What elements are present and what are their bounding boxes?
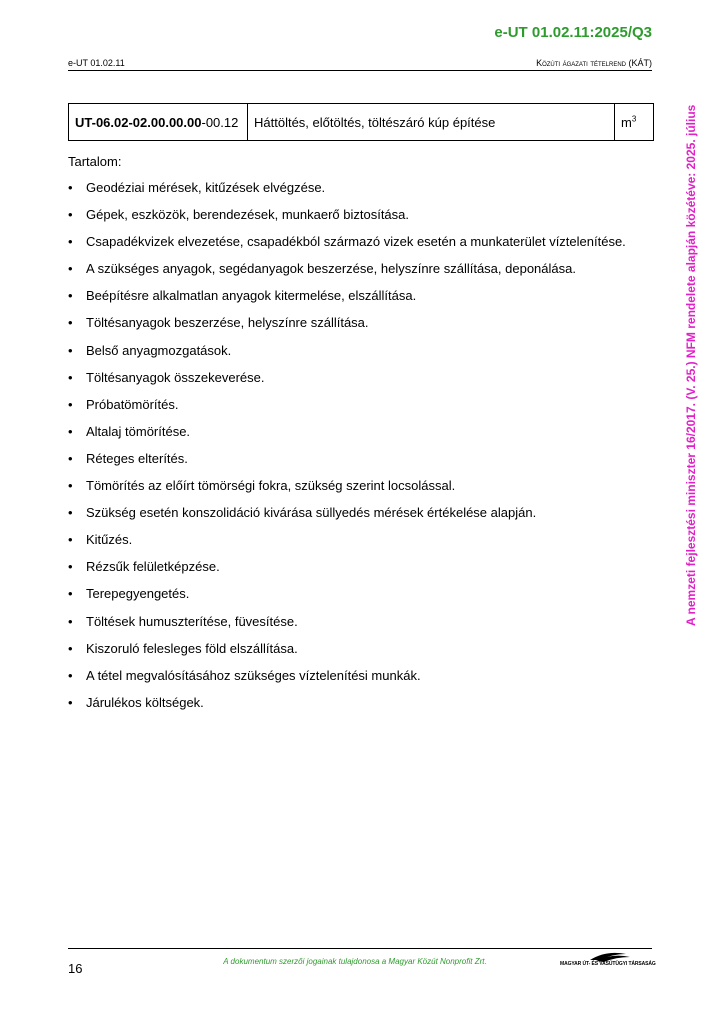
bullet-icon: • (68, 207, 73, 223)
bullet-icon: • (68, 505, 73, 521)
bullet-icon: • (68, 640, 73, 656)
list-item (68, 397, 626, 424)
list-item (68, 315, 626, 342)
item-title: Háttöltés, előtöltés, töltészáró kúp építése (254, 114, 496, 130)
list-item-text: Kiszoruló felesleges föld elszállítása. (86, 640, 298, 656)
list-item (68, 695, 626, 722)
bullet-icon: • (68, 586, 73, 602)
list-item-text: A szükséges anyagok, segédanyagok beszerzése, helyszínre szállítása, deponálása. (86, 261, 576, 277)
bullet-icon: • (68, 450, 73, 466)
list-item (68, 370, 626, 397)
bullet-icon: • (68, 369, 73, 385)
list-item (68, 614, 626, 641)
list-item (68, 207, 626, 234)
item-code-suffix: -00.12 (201, 114, 239, 130)
list-item-text: Terepegyengetés. (86, 586, 190, 602)
list-item-text: Töltések humuszterítése, füvesítése. (86, 613, 298, 629)
list-item-text: Járulékos költségek. (86, 694, 204, 710)
copyright-note: A dokumentum szerzői jogainak tulajdonosa a Magyar Közút Nonprofit Zrt. (223, 957, 487, 966)
bullet-icon: • (68, 667, 73, 683)
list-item-text: Próbatömörítés. (86, 396, 179, 412)
item-row (69, 104, 654, 141)
header-right-title: Közúti ágazati tételrend (KÁT) (536, 58, 652, 68)
side-publication-note: A nemzeti fejlesztési miniszter 16/2017. (V. 25.) NFM rendelete alapján közétéve: 2025. július (684, 104, 698, 626)
list-item (68, 559, 626, 586)
list-item (68, 234, 626, 261)
bullet-icon: • (68, 288, 73, 304)
bullet-icon: • (68, 478, 73, 494)
list-item-text: Gépek, eszközök, berendezések, munkaerő biztosítása. (86, 207, 410, 223)
item-table (68, 103, 654, 141)
list-item (68, 532, 626, 559)
list-item (68, 424, 626, 451)
bullet-icon: • (68, 342, 73, 358)
item-title-cell (248, 104, 615, 141)
list-item (68, 180, 626, 207)
list-item-text: Csapadékvizek elvezetése, csapadékból származó vizek esetén a munkaterület víztelenítése. (86, 234, 626, 250)
bullet-icon: • (68, 234, 73, 250)
header-left-code: e-UT 01.02.11 (68, 58, 125, 68)
list-item-text: Réteges elterítés. (86, 450, 188, 466)
list-item-text: Szükség esetén konszolidáció kivárása süllyedés mérések értékelése alapján. (86, 505, 537, 521)
list-item (68, 478, 626, 505)
bullet-icon: • (68, 180, 73, 195)
bullet-icon: • (68, 559, 73, 575)
list-item (68, 668, 626, 695)
unit-exponent: 3 (631, 114, 637, 124)
list-item-text: Geodéziai mérések, kitűzések elvégzése. (86, 180, 326, 195)
bullet-icon: • (68, 694, 73, 710)
header-divider (68, 70, 652, 71)
list-item (68, 586, 626, 613)
list-item (68, 451, 626, 478)
contents-list (68, 180, 626, 722)
list-item-text: Kitűzés. (86, 532, 133, 548)
list-item-text: Beépítésre alkalmatlan anyagok kitermelése, elszállítása. (86, 288, 417, 304)
bullet-icon: • (68, 396, 73, 412)
list-item (68, 261, 626, 288)
unit-base: m (621, 114, 632, 130)
list-item (68, 641, 626, 668)
item-unit-cell (615, 104, 654, 141)
bullet-icon: • (68, 315, 73, 331)
list-item-text: A tétel megvalósításához szükséges víztelenítési munkák. (86, 667, 421, 683)
list-item-text: Tömörítés az előírt tömörségi fokra, szükség szerint locsolással. (86, 478, 456, 494)
list-item (68, 288, 626, 315)
item-code-main: UT-06.02-02.00.00.00 (75, 114, 202, 130)
list-item (68, 505, 626, 532)
list-item-text: Rézsűk felületképzése. (86, 559, 220, 575)
document-code: e-UT 01.02.11:2025/Q3 (494, 24, 652, 41)
list-item (68, 343, 626, 370)
bullet-icon: • (68, 423, 73, 439)
bullet-icon: • (68, 532, 73, 548)
bullet-icon: • (68, 261, 73, 277)
page-number: 16 (68, 961, 83, 976)
footer-divider (68, 948, 652, 949)
bullet-icon: • (68, 613, 73, 629)
item-code-cell (69, 104, 248, 141)
company-logo-text: MAGYAR ÚT- ÉS VASÚTÜGYI TÁRSASÁG (560, 961, 656, 967)
list-item-text: Belső anyagmozgatások. (86, 342, 232, 358)
list-item-text: Töltésanyagok beszerzése, helyszínre szállítása. (86, 315, 369, 331)
list-item-text: Altalaj tömörítése. (86, 423, 191, 439)
list-item-text: Töltésanyagok összekeverése. (86, 369, 265, 385)
contents-label: Tartalom: (68, 154, 122, 169)
